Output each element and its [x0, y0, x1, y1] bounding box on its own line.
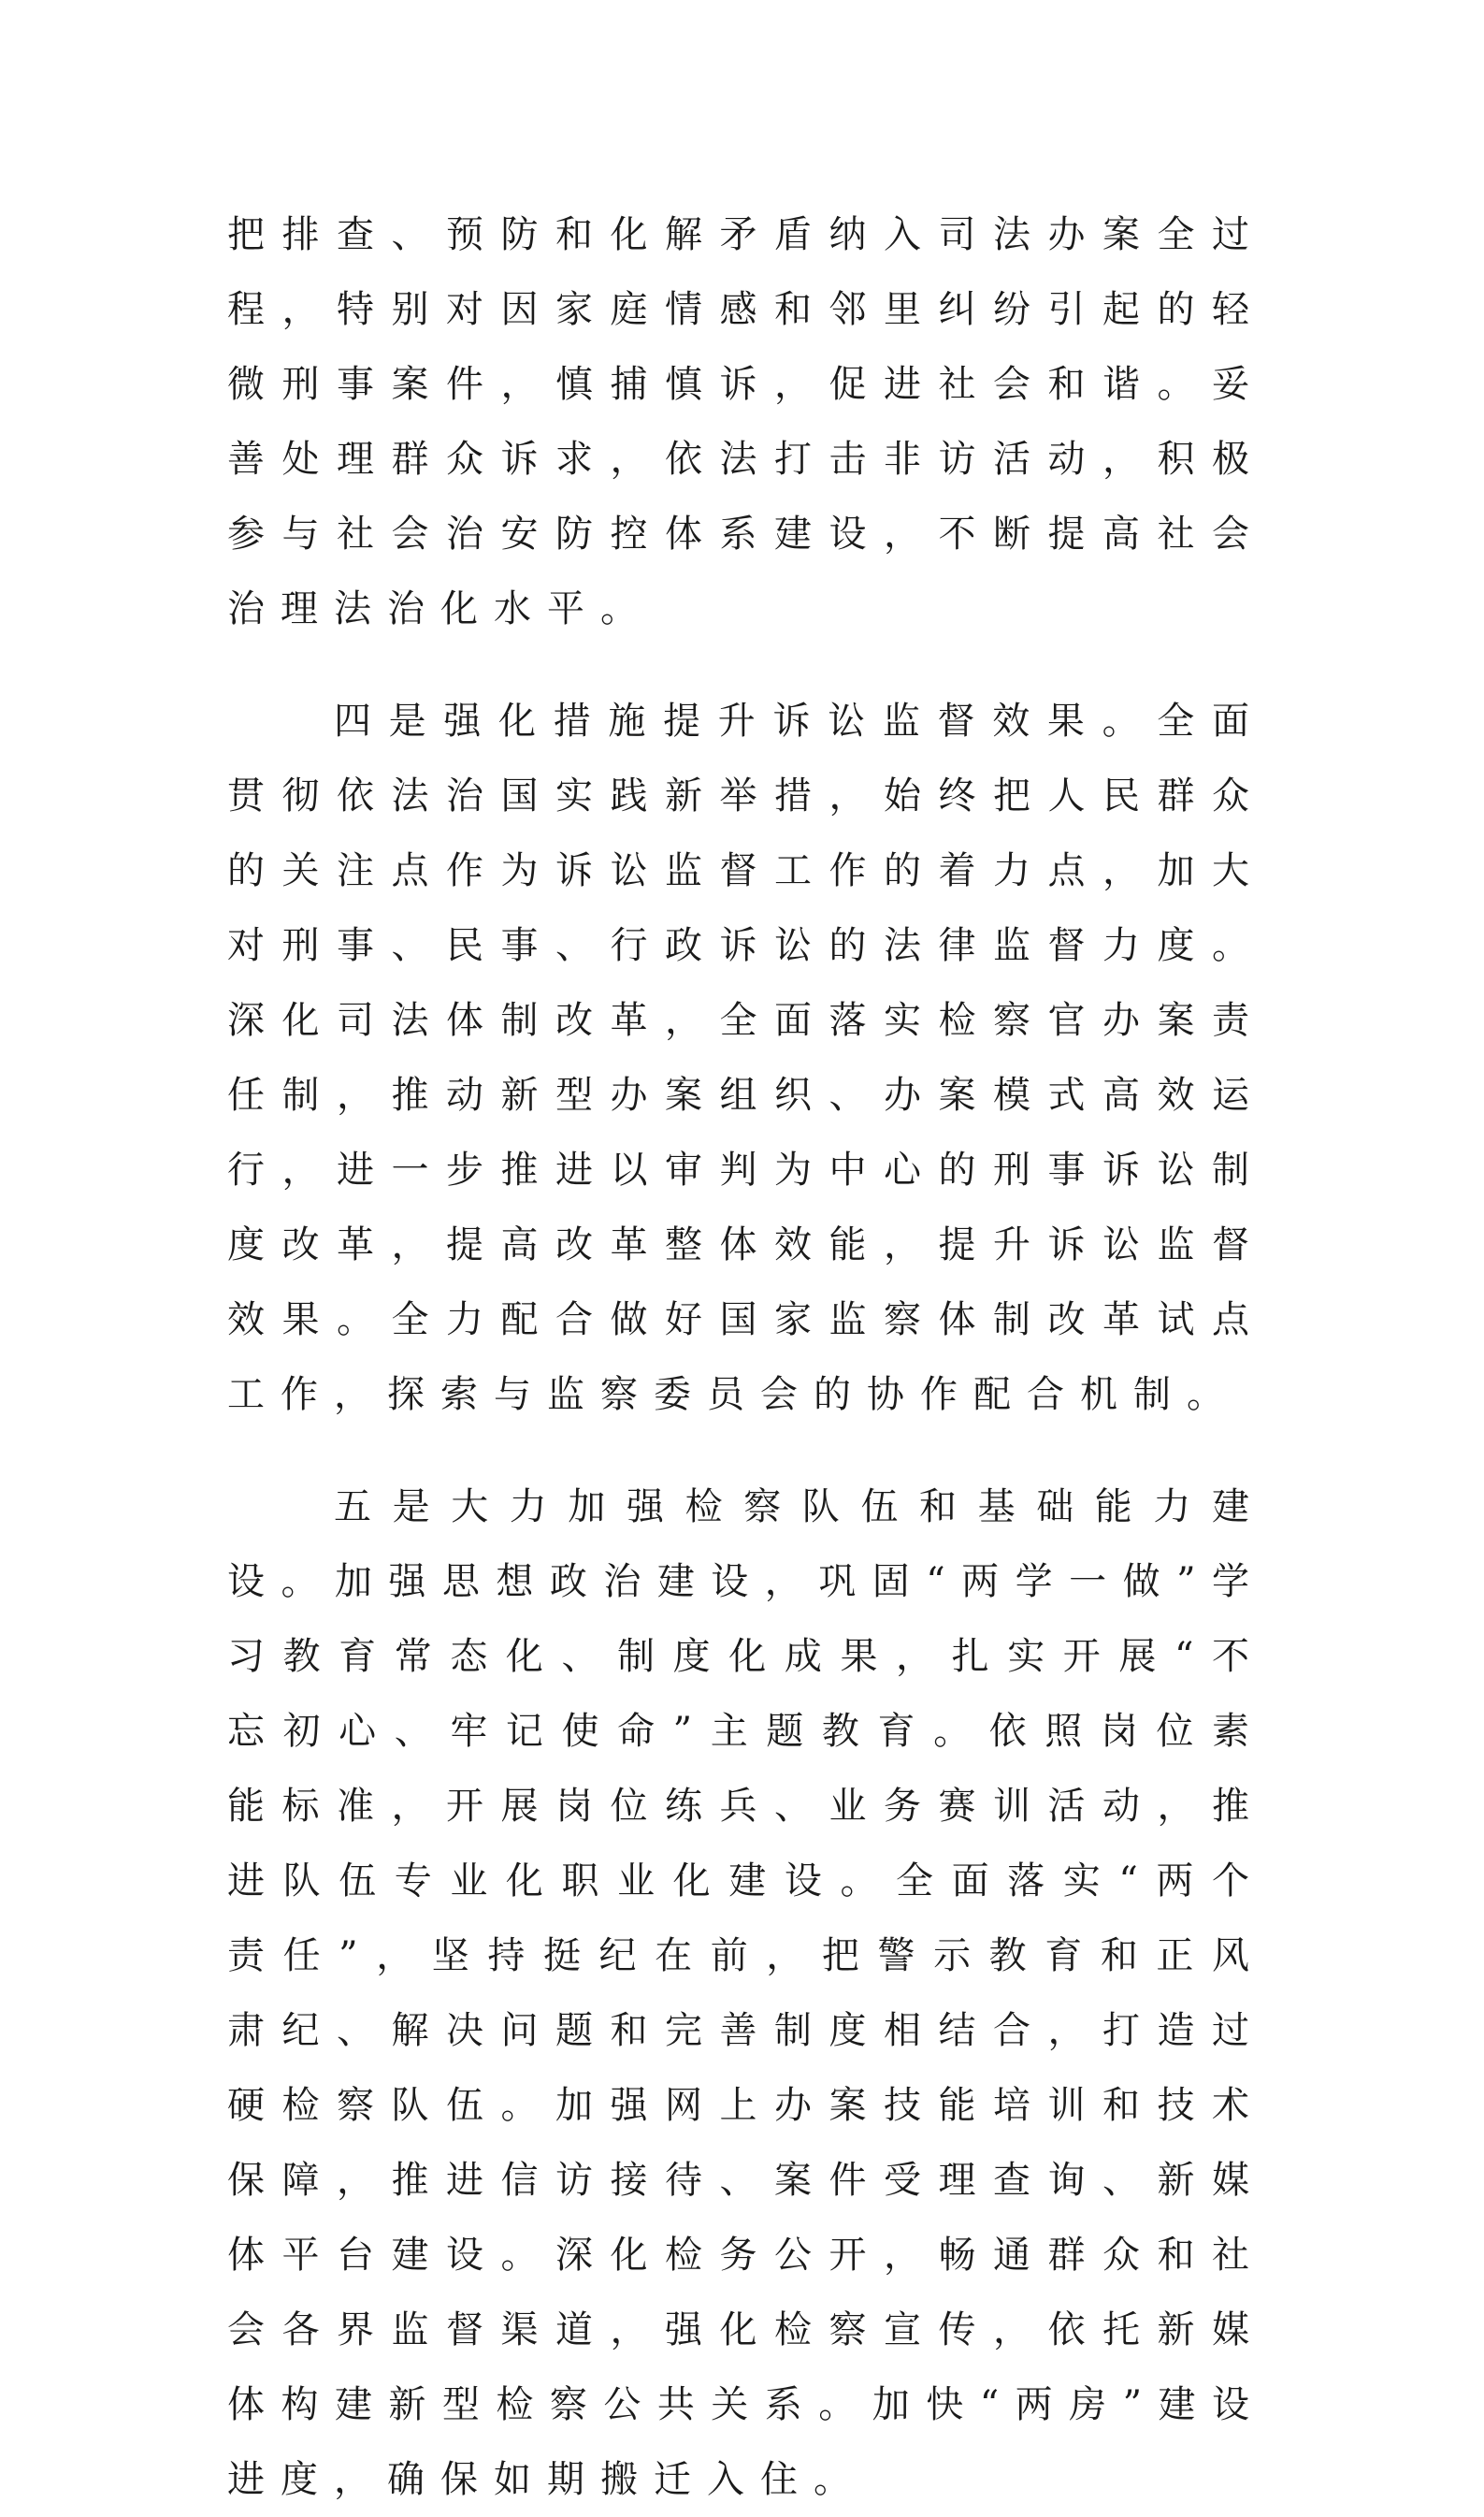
paragraph-item-four: 四是强化措施提升诉讼监督效果。全面贯彻依法治国实践新举措，始终把人民群众的关注点作为诉讼监督工作的着力点，加大对刑事、民事、行政诉讼的法律监督力度。深化司法体制改革，全面落实检察官办案责任制，推动新型办案组织、办案模式高效运行，进一步推进以审判为中心的刑事诉讼制度改革，提高改革整体效能，提升诉讼监督效果。全力配合做好国家监察体制改革试点工作，探索与监察委员会的协作配合机制。 [227, 700, 1265, 1416]
paragraph-continuation: 把排查、预防和化解矛盾纳入司法办案全过程，特别对因家庭情感和邻里纠纷引起的轻微刑事案件，慎捕慎诉，促进社会和谐。妥善处理群众诉求，依法打击非访活动，积极参与社会治安防控体系建设，不断提高社会治理法治化水平。 [227, 213, 1265, 630]
paragraph-item-five: 五是大力加强检察队伍和基础能力建设。加强思想政治建设，巩固“两学一做”学习教育常态化、制度化成果，扎实开展“不忘初心、牢记使命”主题教育。依照岗位素能标准，开展岗位练兵、业务赛训活动，推进队伍专业化职业化建设。全面落实“两个责任”，坚持挺纪在前，把警示教育和正风肃纪、解决问题和完善制度相结合，打造过硬检察队伍。加强网上办案技能培训和技术保障，推进信访接待、案件受理查询、新媒体平台建设。深化检务公开，畅通群众和社会各界监督渠道，强化检察宣传，依托新媒体构建新型检察公共关系。加快“两房”建设进度，确保如期搬迁入住。 [227, 1485, 1265, 2501]
document-body [227, 197, 1265, 2517]
